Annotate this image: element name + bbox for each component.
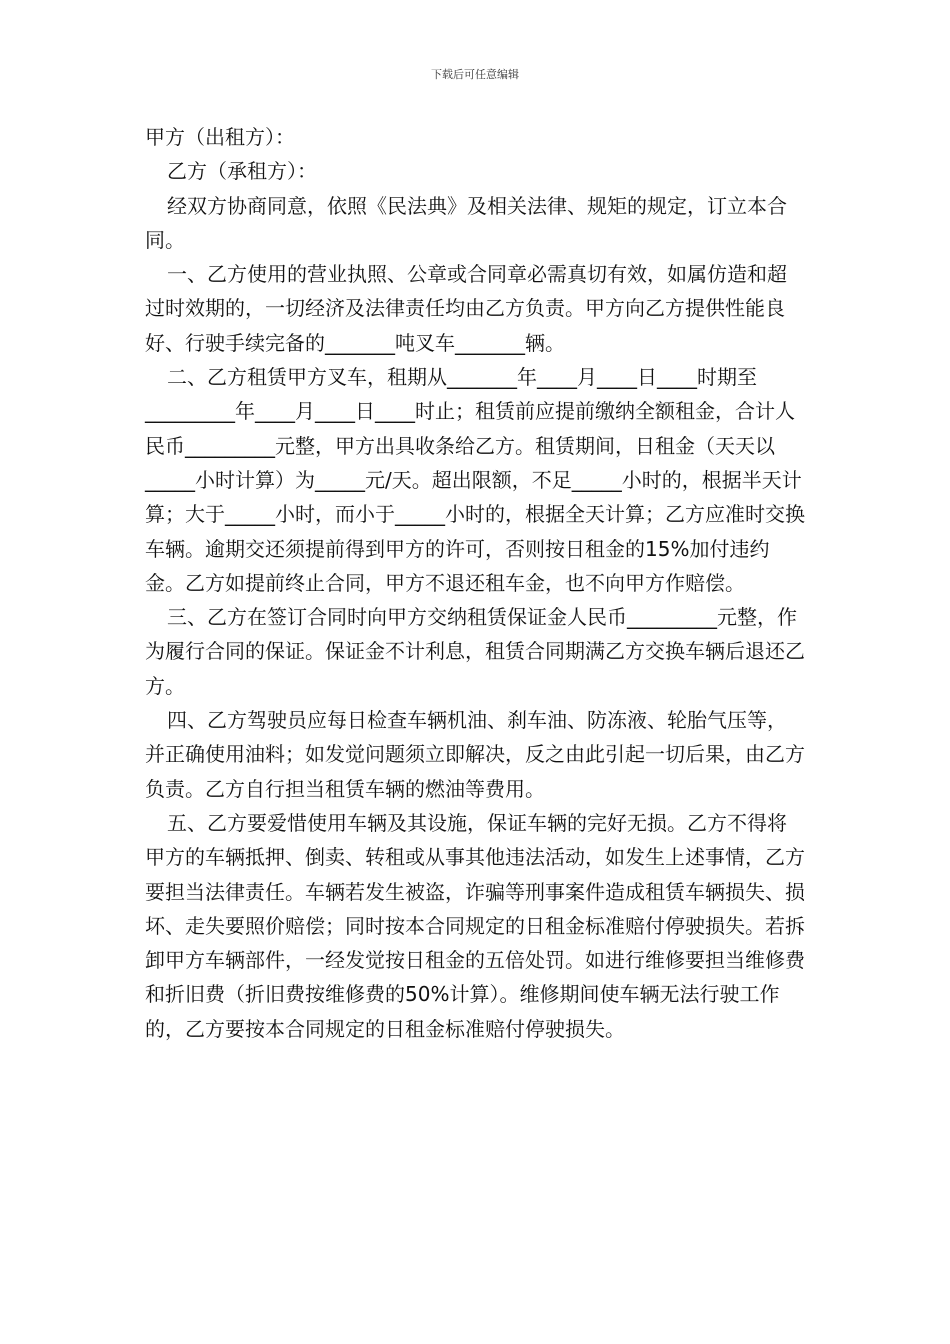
clause-2: 二、乙方租赁甲方叉车，租期从_______年____月____日____时期至_________年____月____日____时止；租赁前应提前缴纳全额租金，合计人民币_________元整，甲方出具收条给乙方。租赁期间，日租金（天天以_____小时计算）为_____元/天。超出限额，不足_____小时的，根据半天计算；大于_____小时，而小于_____小时的，根据全天计算；乙方应准时交换车辆。逾期交还须提前得到甲方的许可，否则按日租金的15%加付违约金。乙方如提前终止合同，甲方不退还租车金，也不向甲方作赔偿。	[145, 365, 805, 595]
clause-4: 四、乙方驾驶员应每日检查车辆机油、刹车油、防冻液、轮胎气压等，并正确使用油料；如发觉问题须立即解决，反之由此引起一切后果，由乙方负责。乙方自行担当租赁车辆的燃油等费用。	[145, 708, 805, 801]
contract-body	[145, 120, 805, 1046]
page-header: 下载后可任意编辑	[431, 68, 519, 81]
party-a-line: 甲方（出租方）：	[145, 125, 295, 149]
clause-1: 一、乙方使用的营业执照、公章或合同章必需真切有效，如属仿造和超过时效期的，一切经济及法律责任均由乙方负责。甲方向乙方提供性能良好、行驶手续完备的_______吨叉车_______辆。	[145, 262, 787, 355]
party-b-line: 乙方（承租方）：	[167, 159, 317, 184]
preamble-paragraph: 经双方协商同意，依照《民法典》及相关法律、规矩的规定，订立本合同。	[145, 193, 787, 252]
clause-3: 三、乙方在签订合同时向甲方交纳租赁保证金人民币_________元整，作为履行合同的保证。保证金不计利息，租赁合同期满乙方交换车辆后退还乙方。	[145, 605, 805, 698]
clause-5: 五、乙方要爱惜使用车辆及其设施，保证车辆的完好无损。乙方不得将甲方的车辆抵押、倒卖、转租或从事其他违法活动，如发生上述事情，乙方要担当法律责任。车辆若发生被盗，诈骗等刑事案件造成租赁车辆损失、损坏、走失要照价赔偿；同时按本合同规定的日租金标准赔付停驶损失。若拆卸甲方车辆部件，一经发觉按日租金的五倍处罚。如进行维修要担当维修费和折旧费（折旧费按维修费的50%计算）。维修期间使车辆无法行驶工作的，乙方要按本合同规定的日租金标准赔付停驶损失。	[145, 810, 805, 1041]
